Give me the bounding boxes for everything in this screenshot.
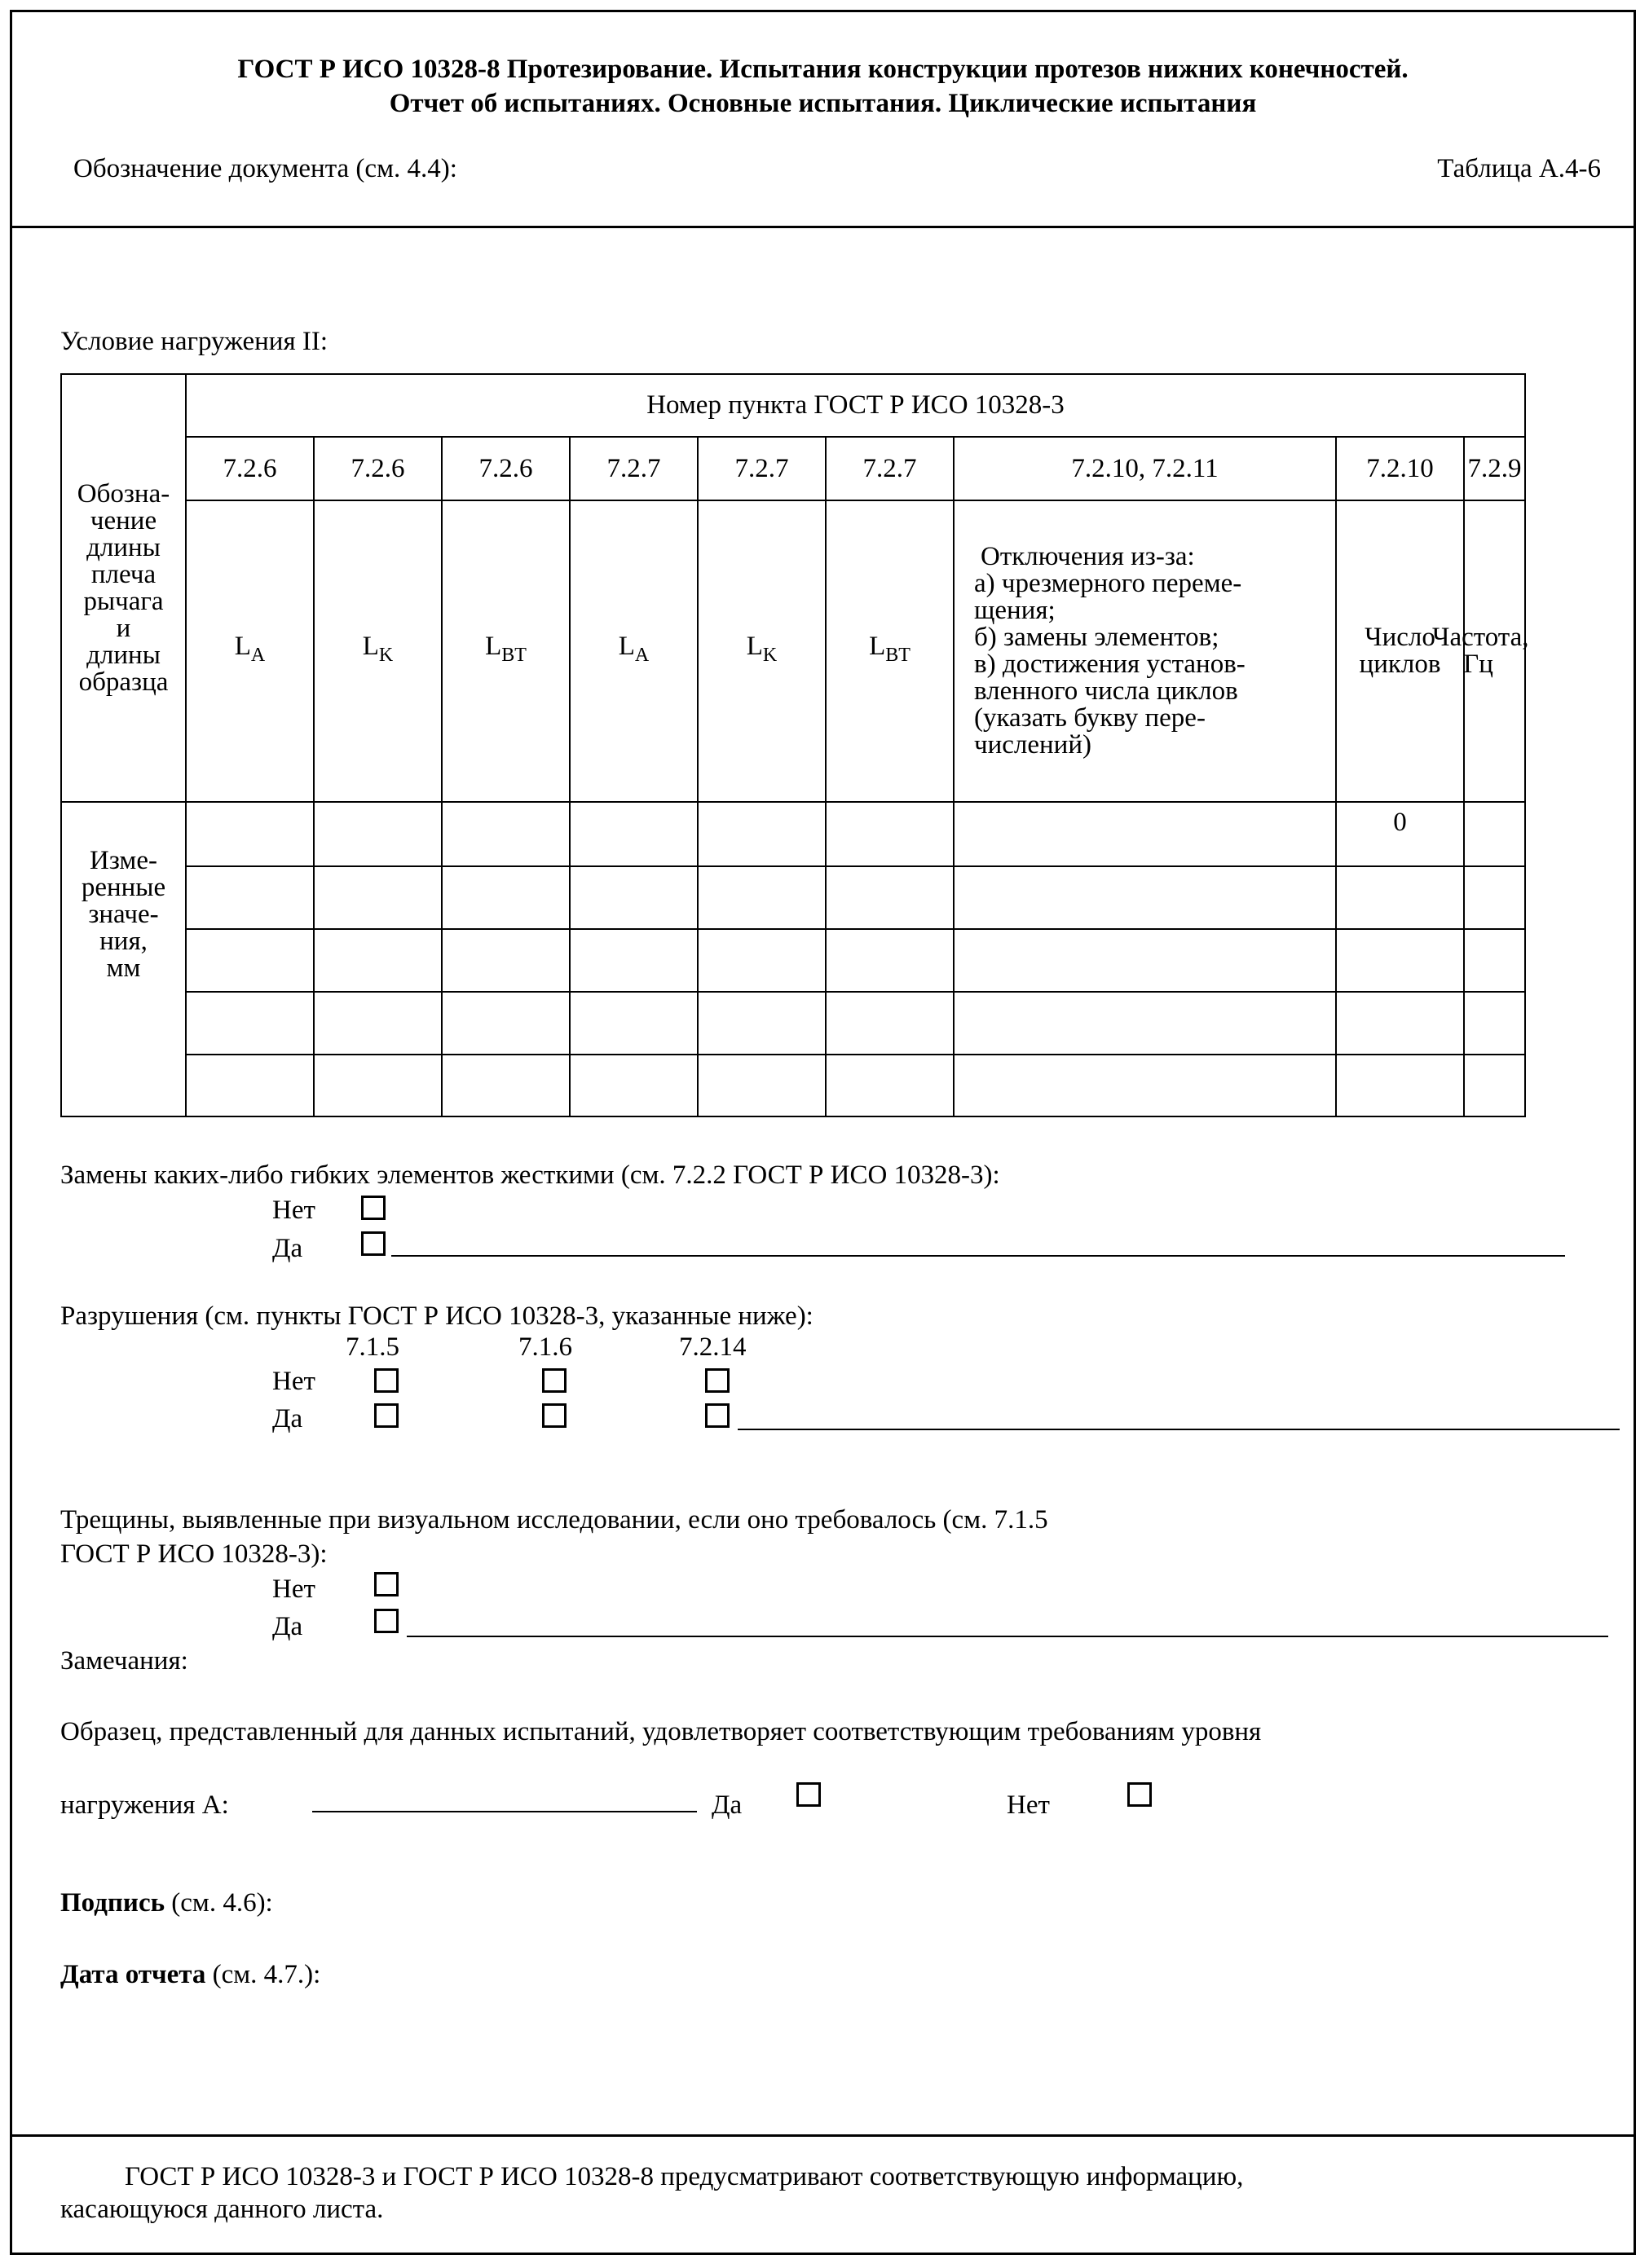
- table-cell: [570, 866, 698, 929]
- table-cell: [1464, 866, 1525, 929]
- table-cell: [570, 929, 698, 992]
- report-date-ref: (см. 4.7.):: [212, 1960, 321, 1989]
- table-cell: [442, 992, 570, 1055]
- clause-cell: 7.2.7: [698, 437, 826, 500]
- param-la: $L_A$: [570, 500, 698, 802]
- cracks-details-line[interactable]: [407, 1636, 1608, 1637]
- table-cell: [186, 929, 314, 992]
- clause-cell: 7.2.10, 7.2.11: [954, 437, 1336, 500]
- frequency-header: Частота, Гц: [1464, 500, 1525, 802]
- replacements-details-line[interactable]: [391, 1255, 1565, 1257]
- conformity-level-label: нагружения А:: [60, 1790, 229, 1820]
- table-cell: [314, 929, 442, 992]
- cracks-question-line2: ГОСТ Р ИСО 10328-3):: [60, 1539, 328, 1569]
- replacements-question: Замены каких-либо гибких элементов жесткими (см. 7.2.2 ГОСТ Р ИСО 10328-3):: [60, 1160, 1000, 1190]
- clause-cell: 7.2.10: [1336, 437, 1464, 500]
- clause-cell: 7.2.6: [314, 437, 442, 500]
- table-cell: [442, 866, 570, 929]
- table-cell: [698, 1055, 826, 1116]
- conformity-no-label: Нет: [1007, 1790, 1050, 1820]
- table-cell: [570, 992, 698, 1055]
- conformity-yes-checkbox[interactable]: [796, 1782, 821, 1807]
- table-cell: [186, 866, 314, 929]
- table-cell: [954, 992, 1336, 1055]
- test-results-table: [60, 373, 1529, 1117]
- cracks-no-label: Нет: [272, 1574, 315, 1604]
- table-cell: [698, 929, 826, 992]
- cracks-yes-label: Да: [272, 1612, 303, 1641]
- report-date-field: [60, 1958, 320, 1991]
- failures-715-yes-checkbox[interactable]: [374, 1403, 399, 1428]
- failures-question: Разрушения (см. пункты ГОСТ Р ИСО 10328-3, указанные ниже):: [60, 1301, 813, 1331]
- param-la: $L_A$: [186, 500, 314, 802]
- table-cell: [314, 992, 442, 1055]
- table-cell: [1464, 1055, 1525, 1116]
- clause-cell: 7.2.7: [570, 437, 698, 500]
- replacements-yes-label: Да: [272, 1234, 303, 1263]
- param-lk: $L_K$: [698, 500, 826, 802]
- table-cell: [570, 1055, 698, 1116]
- table-cell: [442, 1055, 570, 1116]
- table-cell: [954, 1055, 1336, 1116]
- table-cell: [1336, 866, 1464, 929]
- table-cell: [1464, 802, 1525, 866]
- failures-details-line[interactable]: [738, 1429, 1620, 1430]
- table-cell: [1464, 992, 1525, 1055]
- replacements-no-label: Нет: [272, 1196, 315, 1225]
- remarks-label: Замечания:: [60, 1646, 188, 1676]
- table-cell: [1464, 929, 1525, 992]
- signature-ref: (см. 4.6):: [171, 1888, 273, 1918]
- param-lbt: $L_{BT}$: [826, 500, 954, 802]
- cracks-question-line1: Трещины, выявленные при визуальном исследовании, если оно требовалось (см. 7.1.5: [60, 1505, 1048, 1535]
- failures-yes-label: Да: [272, 1404, 303, 1433]
- param-lk: $L_K$: [314, 500, 442, 802]
- table-cell: [826, 802, 954, 866]
- clause-cell: 7.2.6: [186, 437, 314, 500]
- table-cell: [186, 802, 314, 866]
- signature-field: [60, 1887, 273, 1919]
- cracks-no-checkbox[interactable]: [374, 1572, 399, 1596]
- form-frame: [10, 10, 1636, 2255]
- table-cell: [826, 1055, 954, 1116]
- clause-cell: 7.2.7: [826, 437, 954, 500]
- signature-label: Подпись: [60, 1888, 165, 1918]
- form-title-line2: Отчет об испытаниях. Основные испытания. Циклические испытания: [389, 89, 1257, 118]
- failures-715-no-checkbox[interactable]: [374, 1368, 399, 1393]
- failures-716-yes-checkbox[interactable]: [542, 1403, 567, 1428]
- header-divider: [12, 226, 1634, 228]
- table-cell: [1336, 929, 1464, 992]
- table-cell: [314, 1055, 442, 1116]
- conformity-no-checkbox[interactable]: [1127, 1782, 1152, 1807]
- failures-no-label: Нет: [272, 1367, 315, 1396]
- document-designation-label: Обозначение документа (см. 4.4):: [73, 154, 457, 183]
- table-cell: [442, 929, 570, 992]
- table-cell: 0: [1336, 802, 1464, 866]
- table-cell: [314, 866, 442, 929]
- clause-cell: 7.2.9: [1464, 437, 1525, 500]
- failures-col-716: 7.1.6: [518, 1332, 572, 1362]
- table-cell: [698, 866, 826, 929]
- table-cell: [442, 802, 570, 866]
- table-cell: [954, 866, 1336, 929]
- table-cell: [186, 1055, 314, 1116]
- measured-values-label: Изме- ренные значе- ния, мм: [61, 802, 186, 1116]
- failures-716-no-checkbox[interactable]: [542, 1368, 567, 1393]
- table-cell: [698, 992, 826, 1055]
- shutdown-reasons: Отключения из-за: а) чрезмерного переме- щения; б) замены элементов; в) достижения установ- вленного числа циклов (указать букву пере- числений): [954, 500, 1336, 802]
- table-cell: [314, 802, 442, 866]
- table-cell: [954, 929, 1336, 992]
- table-reference: Таблица А.4-6: [1437, 154, 1601, 183]
- cracks-yes-checkbox[interactable]: [374, 1609, 399, 1633]
- failures-col-715: 7.1.5: [346, 1332, 399, 1362]
- table-cell: [186, 992, 314, 1055]
- param-lbt: $L_{BT}$: [442, 500, 570, 802]
- arm-length-designation-header: Обозна- чение длины плеча рычага и длины образца: [61, 374, 186, 802]
- footer-divider: [12, 2134, 1634, 2137]
- failures-7214-yes-checkbox[interactable]: [705, 1403, 730, 1428]
- conformity-level-line[interactable]: [312, 1811, 697, 1812]
- cycle-count-header: Число циклов: [1336, 500, 1464, 802]
- form-title-line1: ГОСТ Р ИСО 10328-8 Протезирование. Испытания конструкции протезов нижних конечностей.: [237, 55, 1409, 84]
- failures-7214-no-checkbox[interactable]: [705, 1368, 730, 1393]
- loading-condition-label: Условие нагружения II:: [60, 327, 328, 356]
- table-cell: [826, 929, 954, 992]
- replacements-no-checkbox[interactable]: [361, 1196, 386, 1220]
- footer-line1: ГОСТ Р ИСО 10328-3 и ГОСТ Р ИСО 10328-8 предусматривают соответствующую информацию,: [125, 2162, 1244, 2191]
- clause-number-group-header: Номер пункта ГОСТ Р ИСО 10328-3: [186, 374, 1525, 437]
- table-cell: [570, 802, 698, 866]
- table-cell: [1336, 992, 1464, 1055]
- replacements-yes-checkbox[interactable]: [361, 1231, 386, 1256]
- conformity-statement: Образец, представленный для данных испытаний, удовлетворяет соответствующим требованиям уровня: [60, 1717, 1262, 1746]
- report-date-label: Дата отчета: [60, 1960, 206, 1989]
- conformity-yes-label: Да: [712, 1790, 743, 1820]
- footer-line2: касающуюся данного листа.: [60, 2195, 384, 2224]
- failures-col-7214: 7.2.14: [679, 1332, 747, 1362]
- clause-cell: 7.2.6: [442, 437, 570, 500]
- table-cell: [826, 992, 954, 1055]
- table-cell: [954, 802, 1336, 866]
- table-cell: [1336, 1055, 1464, 1116]
- table-cell: [826, 866, 954, 929]
- table-cell: [698, 802, 826, 866]
